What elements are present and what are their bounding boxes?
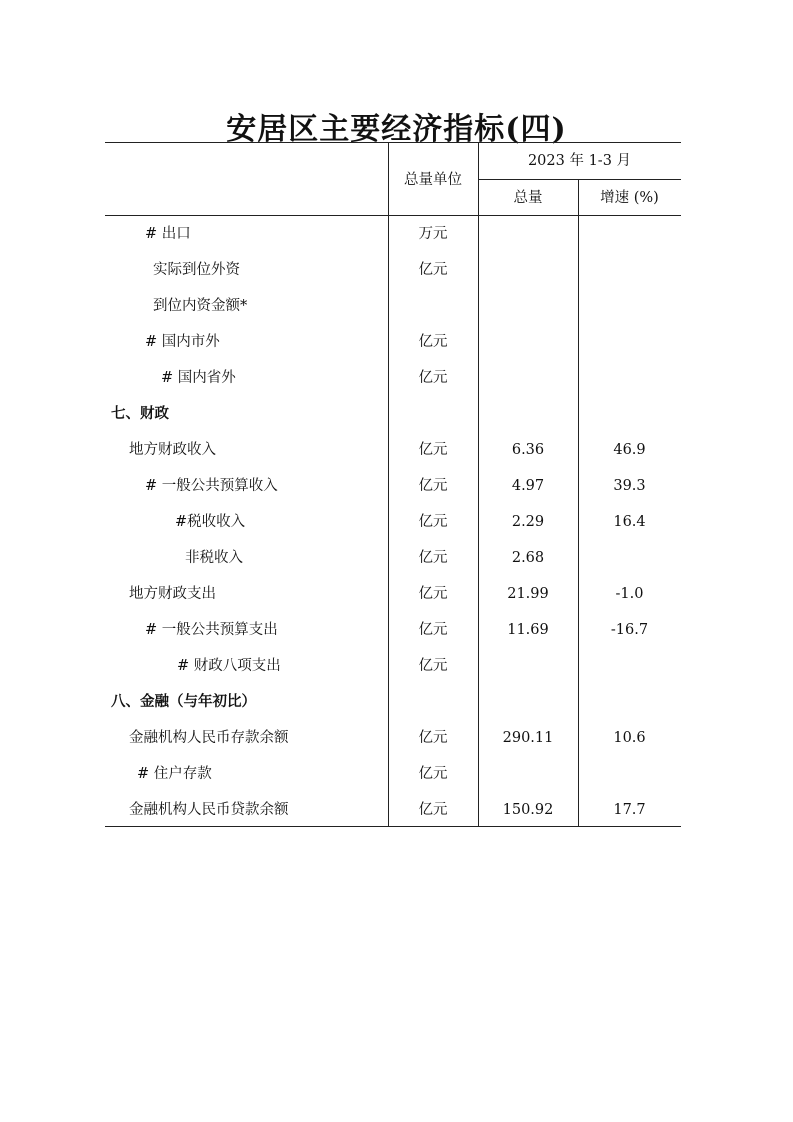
row-total: 2.68 [511, 550, 545, 566]
header-growth: 增速 (%) [600, 190, 659, 206]
row-unit: 亿元 [418, 586, 448, 602]
row-total: 290.11 [502, 730, 554, 746]
row-growth: -1.0 [615, 586, 644, 602]
section-heading: 七、财政 [111, 405, 169, 422]
row-growth: 10.6 [613, 730, 646, 746]
table-top-border [105, 142, 681, 143]
row-total: 6.36 [511, 442, 545, 458]
row-unit: 亿元 [418, 478, 448, 494]
row-total: 21.99 [507, 586, 549, 602]
row-name: # 出口 [145, 226, 191, 242]
row-unit: 万元 [418, 226, 448, 242]
row-total: 11.69 [507, 622, 549, 638]
page-title: 安居区主要经济指标(四) [226, 112, 567, 147]
row-name: # 国内市外 [145, 334, 220, 350]
table-bottom-border [105, 826, 681, 827]
row-name: 到位内资金额* [153, 298, 248, 314]
row-name: 金融机构人民币存款余额 [129, 730, 289, 746]
row-name: # 财政八项支出 [177, 658, 281, 674]
row-total: 150.92 [502, 802, 554, 818]
row-growth: 46.9 [613, 442, 646, 458]
row-name: # 住户存款 [137, 766, 212, 782]
row-name: 金融机构人民币贷款余额 [129, 802, 289, 818]
row-unit: 亿元 [418, 802, 448, 818]
row-name: # 一般公共预算支出 [145, 622, 278, 638]
row-unit: 亿元 [418, 262, 448, 278]
row-unit: 亿元 [418, 550, 448, 566]
row-unit: 亿元 [418, 622, 448, 638]
row-unit: 亿元 [418, 514, 448, 530]
row-name: #税收收入 [175, 514, 246, 530]
header-bottom-border [105, 215, 681, 216]
row-name: # 国内省外 [161, 370, 236, 386]
header-total: 总量 [513, 190, 543, 206]
period-divider [478, 179, 681, 180]
row-growth: 16.4 [613, 514, 646, 530]
row-unit: 亿元 [418, 442, 448, 458]
section-heading: 八、金融（与年初比） [111, 693, 256, 710]
header-period: 2023 年 1-3 月 [527, 153, 632, 169]
row-name: 地方财政支出 [129, 586, 216, 602]
row-unit: 亿元 [418, 658, 448, 674]
indicator-table [105, 142, 681, 827]
row-growth: 39.3 [613, 478, 646, 494]
header-unit: 总量单位 [404, 172, 462, 188]
row-growth: -16.7 [610, 622, 649, 638]
row-unit: 亿元 [418, 730, 448, 746]
row-total: 2.29 [511, 514, 545, 530]
row-unit: 亿元 [418, 334, 448, 350]
row-name: 非税收入 [185, 550, 243, 566]
row-unit: 亿元 [418, 766, 448, 782]
row-unit: 亿元 [418, 370, 448, 386]
row-growth: 17.7 [613, 802, 646, 818]
row-name: 实际到位外资 [153, 262, 240, 278]
row-name: # 一般公共预算收入 [145, 478, 278, 494]
row-name: 地方财政收入 [129, 442, 216, 458]
row-total: 4.97 [511, 478, 545, 494]
